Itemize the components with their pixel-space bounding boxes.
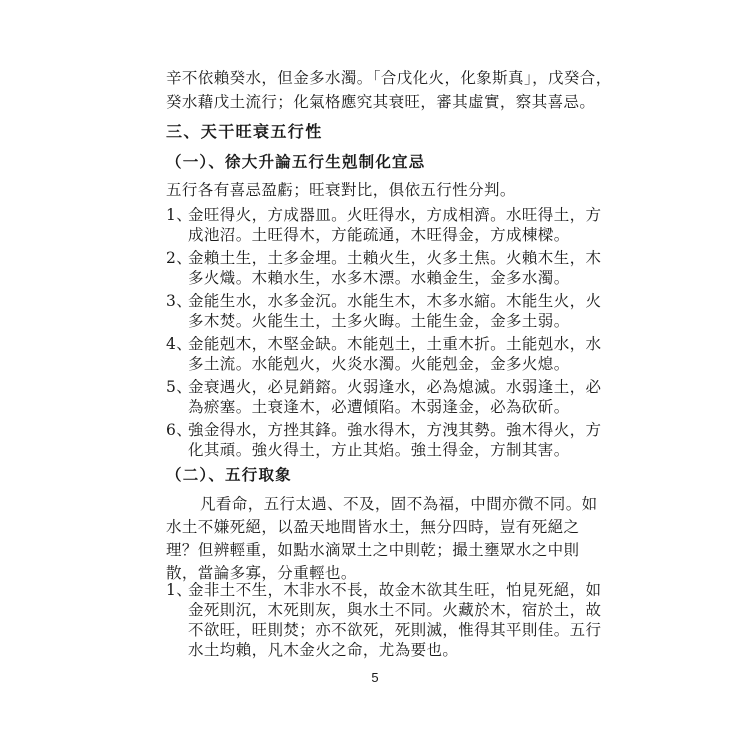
item-continuation: 成池沼。土旺得木，方能疏通，木旺得金，方成棟樑。 [188,226,570,244]
subsection1-heading: （一）、徐大升論五行生剋制化宜忌 [166,152,426,171]
paragraph-line: 理？但辨輕重，如點水滴眾土之中則乾；撮土壅眾水之中則 [166,541,580,559]
list-item [166,205,601,225]
item-number: 4、 [166,335,193,353]
page-number: 5 [371,670,379,685]
item-text: 金非土不生，木非水不長，故金木欲其生旺，怕見死絕，如 [188,581,602,599]
item-continuation: 水土均賴，凡木金火之命，尤為要也。 [188,641,459,659]
paragraph-line: 凡看命，五行太過、不及，固不為福，中間亦微不同。如 [200,495,598,513]
item-number: 1、 [166,581,193,599]
item-number: 5、 [166,378,193,396]
item-number: 6、 [166,421,193,439]
item-text: 金衰遇火，必見銷鎔。火弱逢水，必為熄滅。水弱逢土，必 [188,378,602,396]
intro-line-1: 辛不依賴癸水，但金多水濁。「合戊化火，化象斯真」，戊癸合， [166,69,612,87]
paragraph-line: 水土不嫌死絕，以盈天地間皆水土，無分四時，豈有死絕之 [166,518,580,536]
item-text: 強金得水，方挫其鋒。強水得木，方洩其勢。強木得火，方 [188,421,602,439]
list-item [166,248,601,268]
item-continuation: 多土流。水能剋火，火炎水濁。火能剋金，金多火熄。 [188,355,570,373]
section-heading: 三、天干旺衰五行性 [166,122,323,141]
list-item [166,580,601,600]
subsection1-lead: 五行各有喜忌盈虧；旺衰對比，俱依五行性分判。 [166,181,516,199]
item-text: 金能生水，水多金沉。水能生木，木多水縮。木能生火，火 [188,292,602,310]
item-continuation: 為瘀塞。土衰逢木，必遭傾陷。木弱逢金，必為砍斫。 [188,398,570,416]
list-item [166,334,601,354]
list-item [166,420,601,440]
item-number: 1、 [166,206,193,224]
item-continuation: 不欲旺，旺則焚；亦不欲死，死則滅，惟得其平則佳。五行 [188,621,602,639]
item-continuation: 多木焚。火能生土，土多火晦。土能生金，金多土弱。 [188,312,570,330]
item-continuation: 化其頑。強火得土，方止其焰。強土得金，方制其害。 [188,441,570,459]
item-continuation: 多火熾。木賴水生，水多木漂。水賴金生，金多水濁。 [188,269,570,287]
list-item [166,291,601,311]
list-item [166,377,601,397]
item-number: 2、 [166,249,193,267]
item-text: 金旺得火，方成器皿。火旺得水，方成相濟。水旺得土，方 [188,206,602,224]
item-number: 3、 [166,292,193,310]
intro-line-2: 癸水藉戊土流行；化氣格應究其衰旺，審其虛實，察其喜忌。 [166,93,596,111]
item-text: 金能剋木，木堅金缺。木能剋土，土重木折。土能剋水，水 [188,335,602,353]
item-text: 金賴土生，土多金埋。土賴火生，火多土焦。火賴木生，木 [188,249,602,267]
subsection2-heading: （二）、五行取象 [166,465,292,484]
paragraph-line: 散，當論多寡，分重輕也。 [166,564,357,582]
item-continuation: 金死則沉，木死則灰，與水土不同。火藏於木，宿於土，故 [188,601,602,619]
